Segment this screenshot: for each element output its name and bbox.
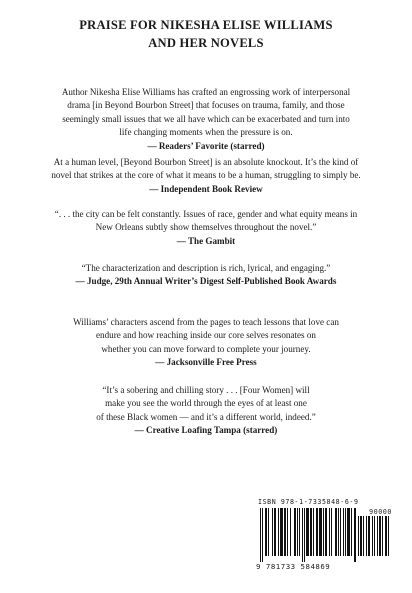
ean-digits: 9 781733 584869: [256, 562, 331, 571]
price-code: 90000: [369, 508, 392, 516]
review-blurb-readers-favorite: [26, 86, 386, 153]
praise-heading-line-2: AND HER NOVELS: [148, 36, 264, 50]
review-blurb-independent-book-review: [26, 156, 386, 196]
review-quote-line: At a human level, [Beyond Bourbon Street] is an absolute knockout. It’s the kind of: [53, 157, 359, 167]
review-quote-line: novel that strikes at the core of what it means to be a human, struggling to simply be.: [51, 170, 361, 181]
review-quote-line: life changing moments when the pressure is on.: [119, 127, 293, 138]
review-quote-line: Williams’ characters ascend from the pages to teach lessons that love can: [73, 317, 339, 327]
review-quote-line: “. . . the city can be felt constantly. Issues of race, gender and what equity means in: [54, 209, 358, 219]
praise-heading-line-1: PRAISE FOR NIKESHA ELISE WILLIAMS: [79, 18, 333, 32]
review-attribution: — Jacksonville Free Press: [155, 357, 257, 368]
review-quote-line: seemingly small issues that we all have which can be exacerbated and turn into: [62, 113, 350, 124]
review-attribution: — The Gambit: [176, 235, 236, 246]
review-blurb-creative-loafing: [26, 384, 386, 438]
review-blurb-the-gambit: [26, 208, 386, 248]
price-addon-barcode-bars: [358, 516, 392, 562]
review-attribution: — Creative Loafing Tampa (starred): [134, 425, 278, 436]
review-quote-line: Author Nikesha Elise Williams has crafted an engrossing work of interpersonal: [61, 87, 351, 97]
review-quote-line: drama [in Beyond Bourbon Street] that focuses on trauma, family, and those: [67, 100, 345, 111]
review-attribution: — Judge, 29th Annual Writer’s Digest Self-Published Book Awards: [75, 276, 337, 287]
ean-barcode-bars: [260, 508, 356, 562]
review-quote-line: “The characterization and description is rich, lyrical, and engaging.”: [81, 263, 331, 273]
praise-heading: [20, 16, 392, 52]
review-attribution: — Readers’ Favorite (starred): [147, 140, 265, 151]
isbn-label: ISBN 978-1-7335848-6-9: [258, 498, 359, 506]
review-quote-line: of these Black women — and it’s a different world, indeed.”: [96, 411, 316, 422]
review-quote-line: endure and how reaching inside our core selves resonates on: [96, 330, 316, 341]
review-quote-line: “It’s a sobering and chilling story . . . [Four Women] will: [102, 385, 310, 395]
isbn-barcode: [256, 498, 396, 574]
review-attribution: — Independent Book Review: [149, 183, 263, 194]
review-quote-line: New Orleans subtly show themselves throughout the novel.”: [95, 222, 317, 233]
review-quote-line: make you see the world through the eyes of at least one: [105, 398, 307, 409]
review-blurb-jacksonville-free-press: [26, 316, 386, 370]
review-quote-line: whether you can move forward to complete your journey.: [101, 343, 311, 354]
review-blurb-writers-digest: [26, 262, 386, 289]
